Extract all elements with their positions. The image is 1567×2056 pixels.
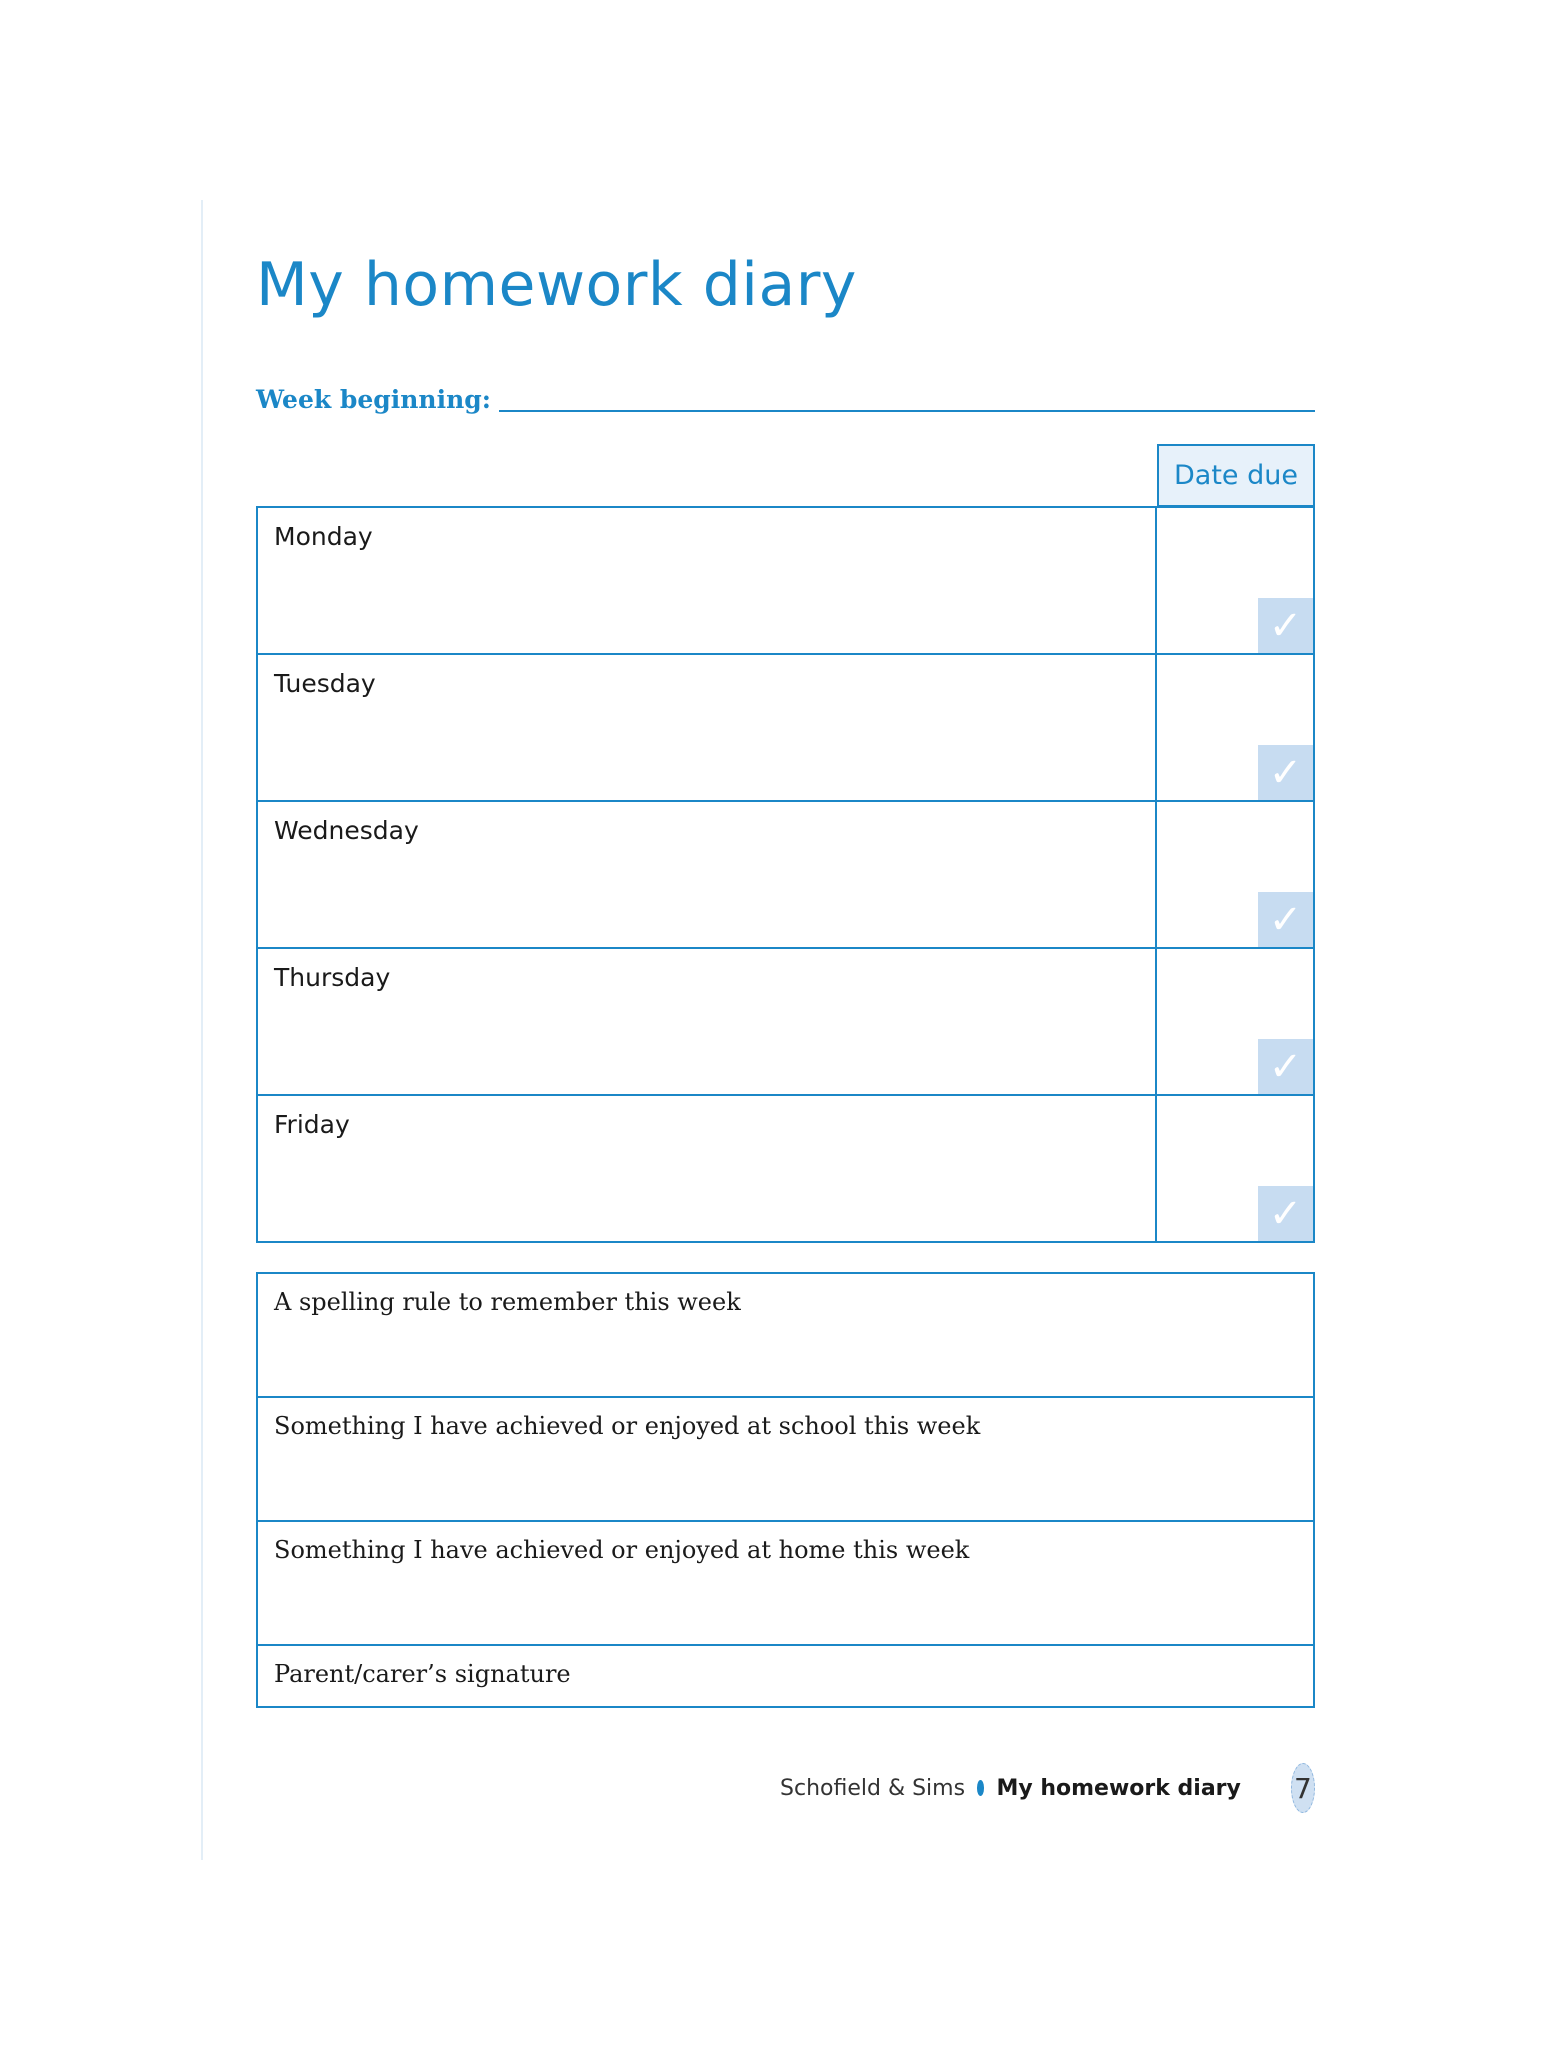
day-label-thursday[interactable]: Thursday [258, 949, 1157, 1094]
check-icon[interactable]: ✓ [1258, 1186, 1313, 1241]
day-label-tuesday[interactable]: Tuesday [258, 655, 1157, 800]
day-row-wednesday [258, 800, 1313, 947]
day-label-friday[interactable]: Friday [258, 1096, 1157, 1241]
date-due-cell-thursday[interactable] [1157, 949, 1313, 1094]
check-icon[interactable]: ✓ [1258, 745, 1313, 800]
page-number: 7 [1291, 1763, 1315, 1813]
footer-publisher: Schofield & Sims [780, 1775, 966, 1801]
home-achievement-field[interactable]: Something I have achieved or enjoyed at home this week [258, 1520, 1313, 1644]
school-achievement-field[interactable]: Something I have achieved or enjoyed at school this week [258, 1396, 1313, 1520]
weekly-notes-table [256, 1272, 1315, 1708]
page-title: My homework diary [256, 250, 857, 320]
day-row-monday [258, 508, 1313, 653]
day-label-monday[interactable]: Monday [258, 508, 1157, 653]
date-due-cell-friday[interactable] [1157, 1096, 1313, 1241]
week-beginning-row [256, 380, 1315, 420]
bullet-dot-icon [977, 1780, 984, 1796]
date-due-cell-wednesday[interactable] [1157, 802, 1313, 947]
week-beginning-label: Week beginning: [256, 385, 491, 414]
footer-book-title: My homework diary [996, 1775, 1241, 1801]
days-table [256, 506, 1315, 1243]
spelling-rule-field[interactable]: A spelling rule to remember this week [274, 1288, 741, 1316]
check-icon[interactable]: ✓ [1258, 892, 1313, 947]
day-label-wednesday[interactable]: Wednesday [258, 802, 1157, 947]
day-row-tuesday [258, 653, 1313, 800]
check-icon[interactable]: ✓ [1258, 1039, 1313, 1094]
week-beginning-field[interactable] [499, 409, 1315, 412]
date-due-cell-tuesday[interactable] [1157, 655, 1313, 800]
day-row-friday [258, 1094, 1313, 1241]
date-due-header: Date due [1157, 444, 1315, 507]
check-icon[interactable]: ✓ [1258, 598, 1313, 653]
day-row-thursday [258, 947, 1313, 1094]
page-margin-line [201, 200, 203, 1860]
parent-signature-field[interactable]: Parent/carer’s signature [258, 1644, 1313, 1706]
page-footer [780, 1760, 1315, 1816]
date-due-cell-monday[interactable] [1157, 508, 1313, 653]
